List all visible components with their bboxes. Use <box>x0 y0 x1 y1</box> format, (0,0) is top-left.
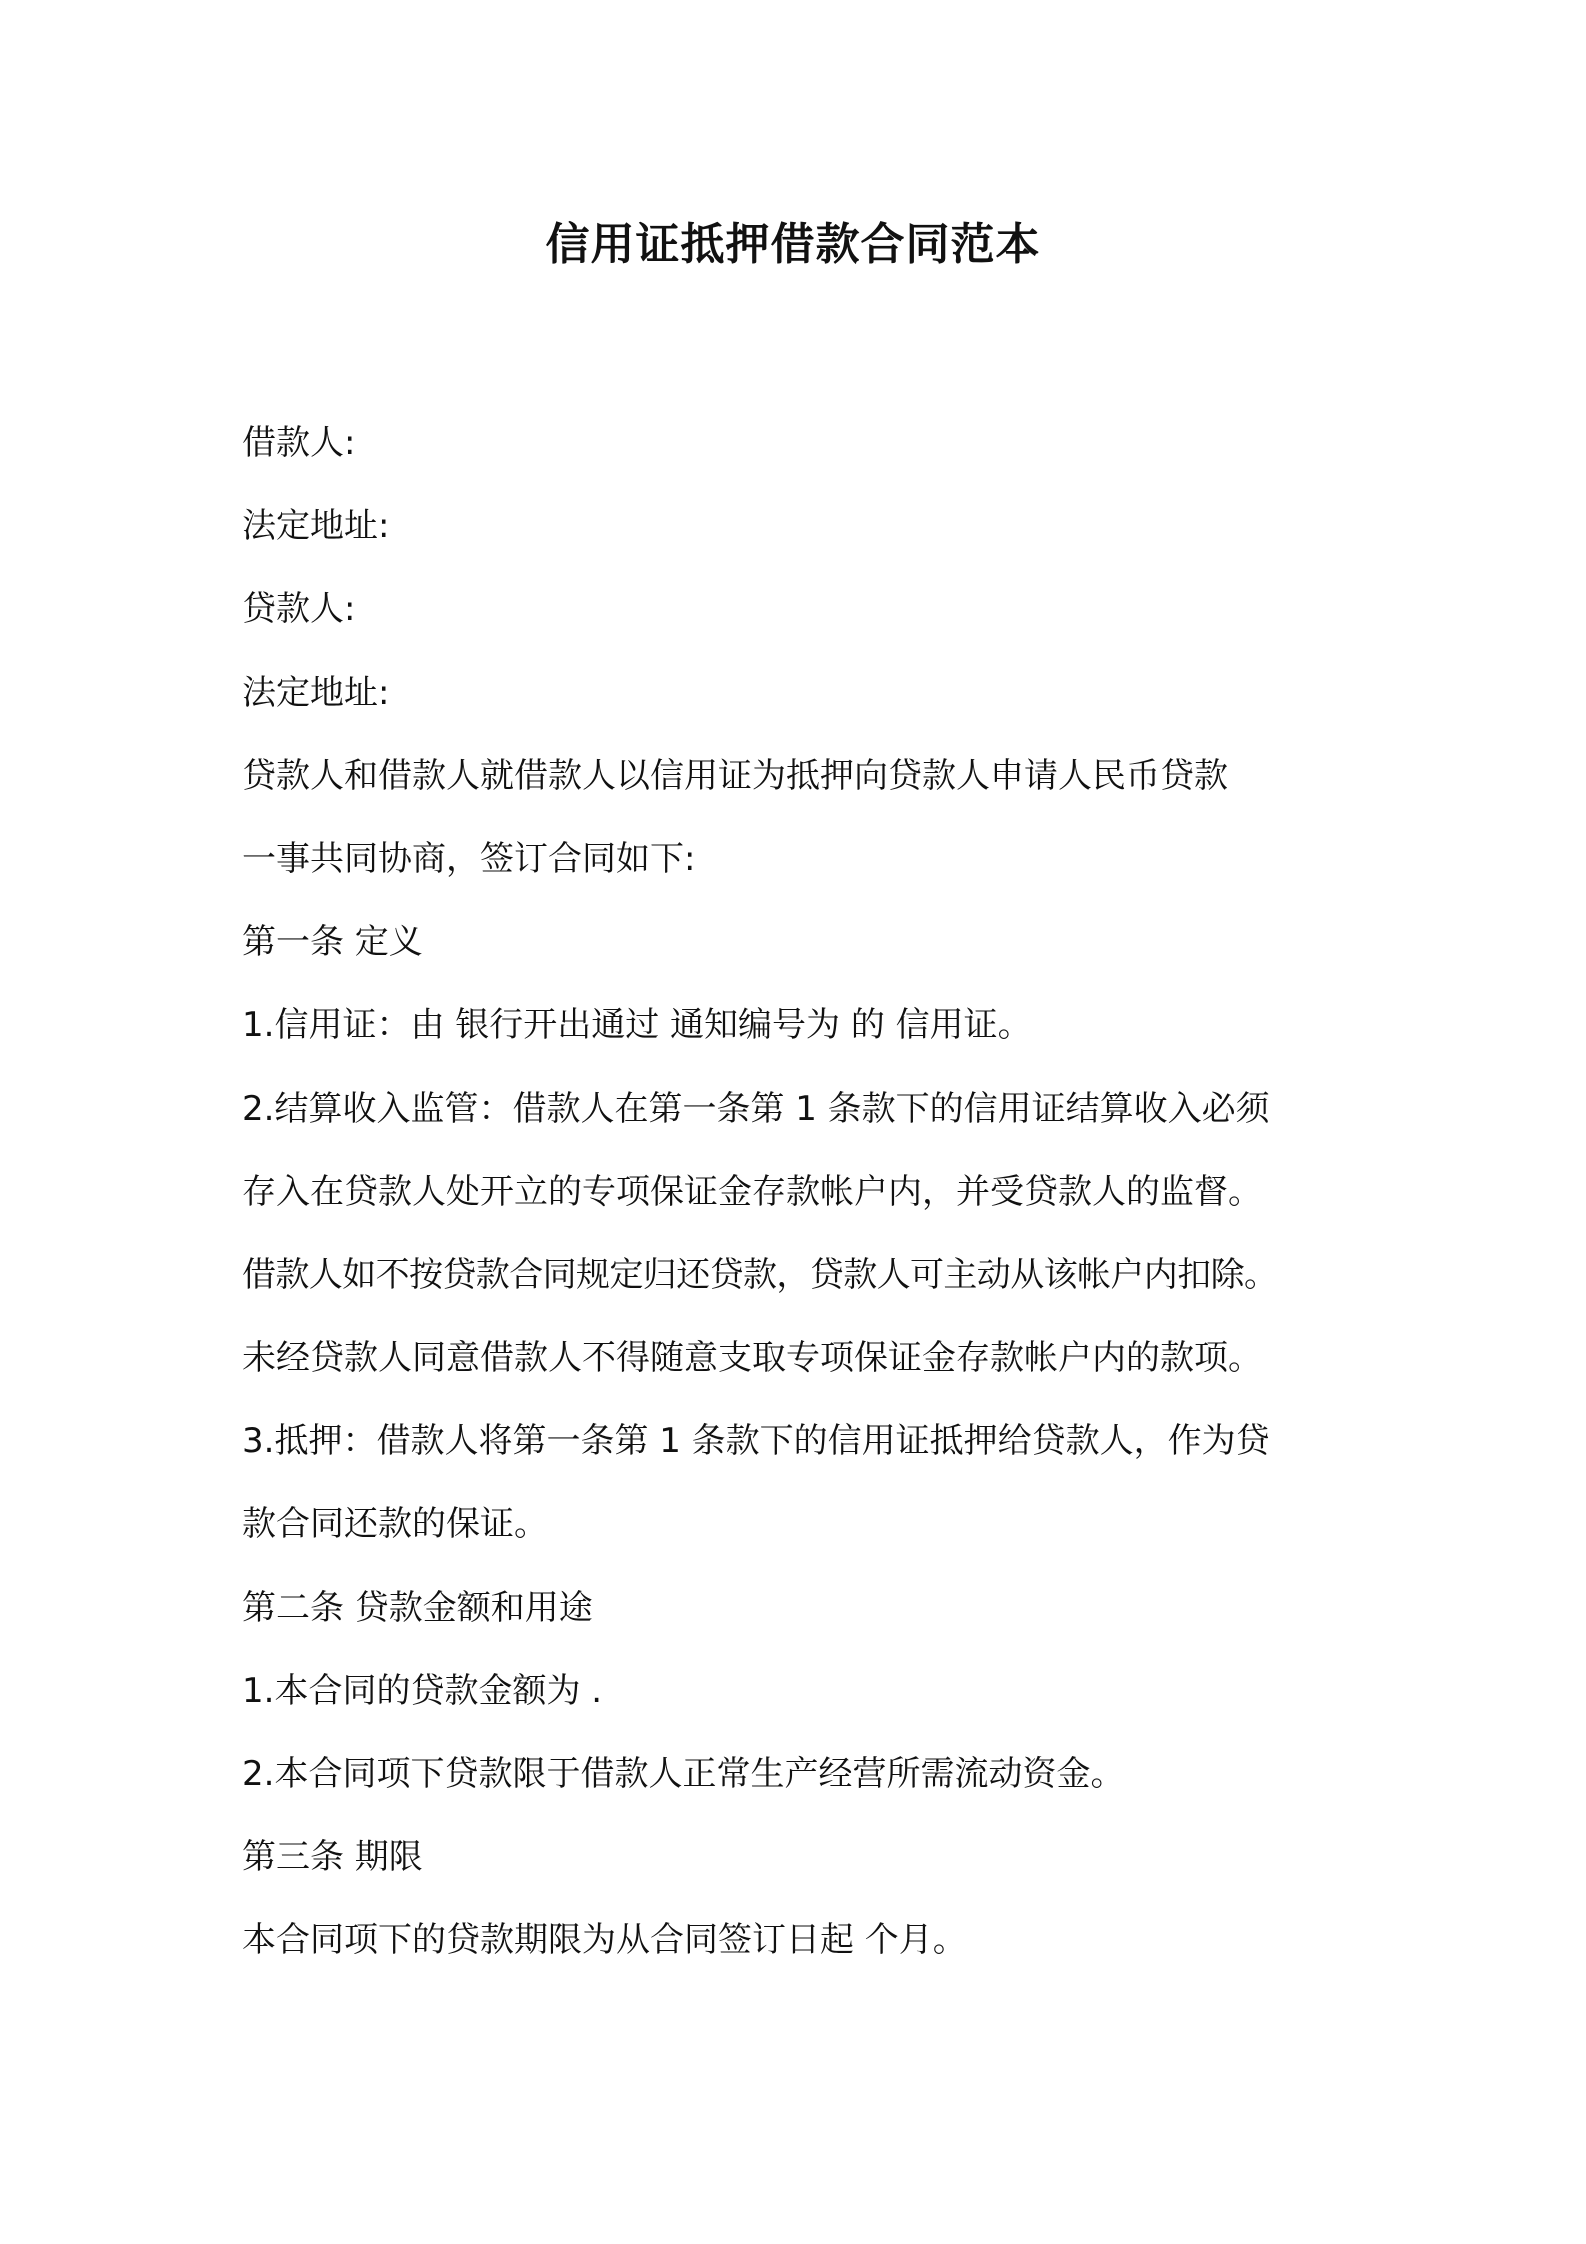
document-title: 信用证抵押借款合同范本 <box>545 219 1041 270</box>
article-1-clause-1: 1.信用证：由 银行开出通过 通知编号为 的 信用证。 <box>242 1005 1032 1046</box>
article-1-clause-3-line-1: 3.抵押：借款人将第一条第 1 条款下的信用证抵押给贷款人，作为贷 <box>242 1421 1270 1462</box>
borrower-label: 借款人: <box>242 423 356 463</box>
article-2-clause-1: 1.本合同的贷款金额为 . <box>242 1670 603 1711</box>
preamble-line-1: 贷款人和借款人就借款人以信用证为抵押向贷款人申请人民币贷款 <box>242 755 1228 796</box>
lender-address-label: 法定地址: <box>242 672 390 713</box>
article-1-clause-2-line-2: 存入在贷款人处开立的专项保证金存款帐户内，并受贷款人的监督。 <box>242 1171 1262 1212</box>
article-2-heading: 第二条 贷款金额和用途 <box>242 1587 593 1628</box>
article-1-clause-2-line-1: 2.结算收入监管：借款人在第一条第 1 条款下的信用证结算收入必须 <box>242 1088 1270 1129</box>
lender-label: 贷款人: <box>242 589 356 630</box>
article-1-clause-3-line-2: 款合同还款的保证。 <box>242 1504 548 1545</box>
article-1-clause-2-line-4: 未经贷款人同意借款人不得随意支取专项保证金存款帐户内的款项。 <box>242 1338 1262 1379</box>
article-3-body: 本合同项下的贷款期限为从合同签订日起 个月。 <box>242 1920 967 1961</box>
article-1-heading: 第一条 定义 <box>242 922 423 963</box>
document-body <box>242 402 1372 1983</box>
article-1-clause-2-line-3: 借款人如不按贷款合同规定归还贷款，贷款人可主动从该帐户内扣除。 <box>242 1254 1278 1295</box>
article-2-clause-2: 2.本合同项下贷款限于借款人正常生产经营所需流动资金。 <box>242 1754 1125 1794</box>
preamble-line-2: 一事共同协商，签订合同如下: <box>242 838 696 879</box>
borrower-address-label: 法定地址: <box>242 506 390 547</box>
article-3-heading: 第三条 期限 <box>242 1837 423 1878</box>
